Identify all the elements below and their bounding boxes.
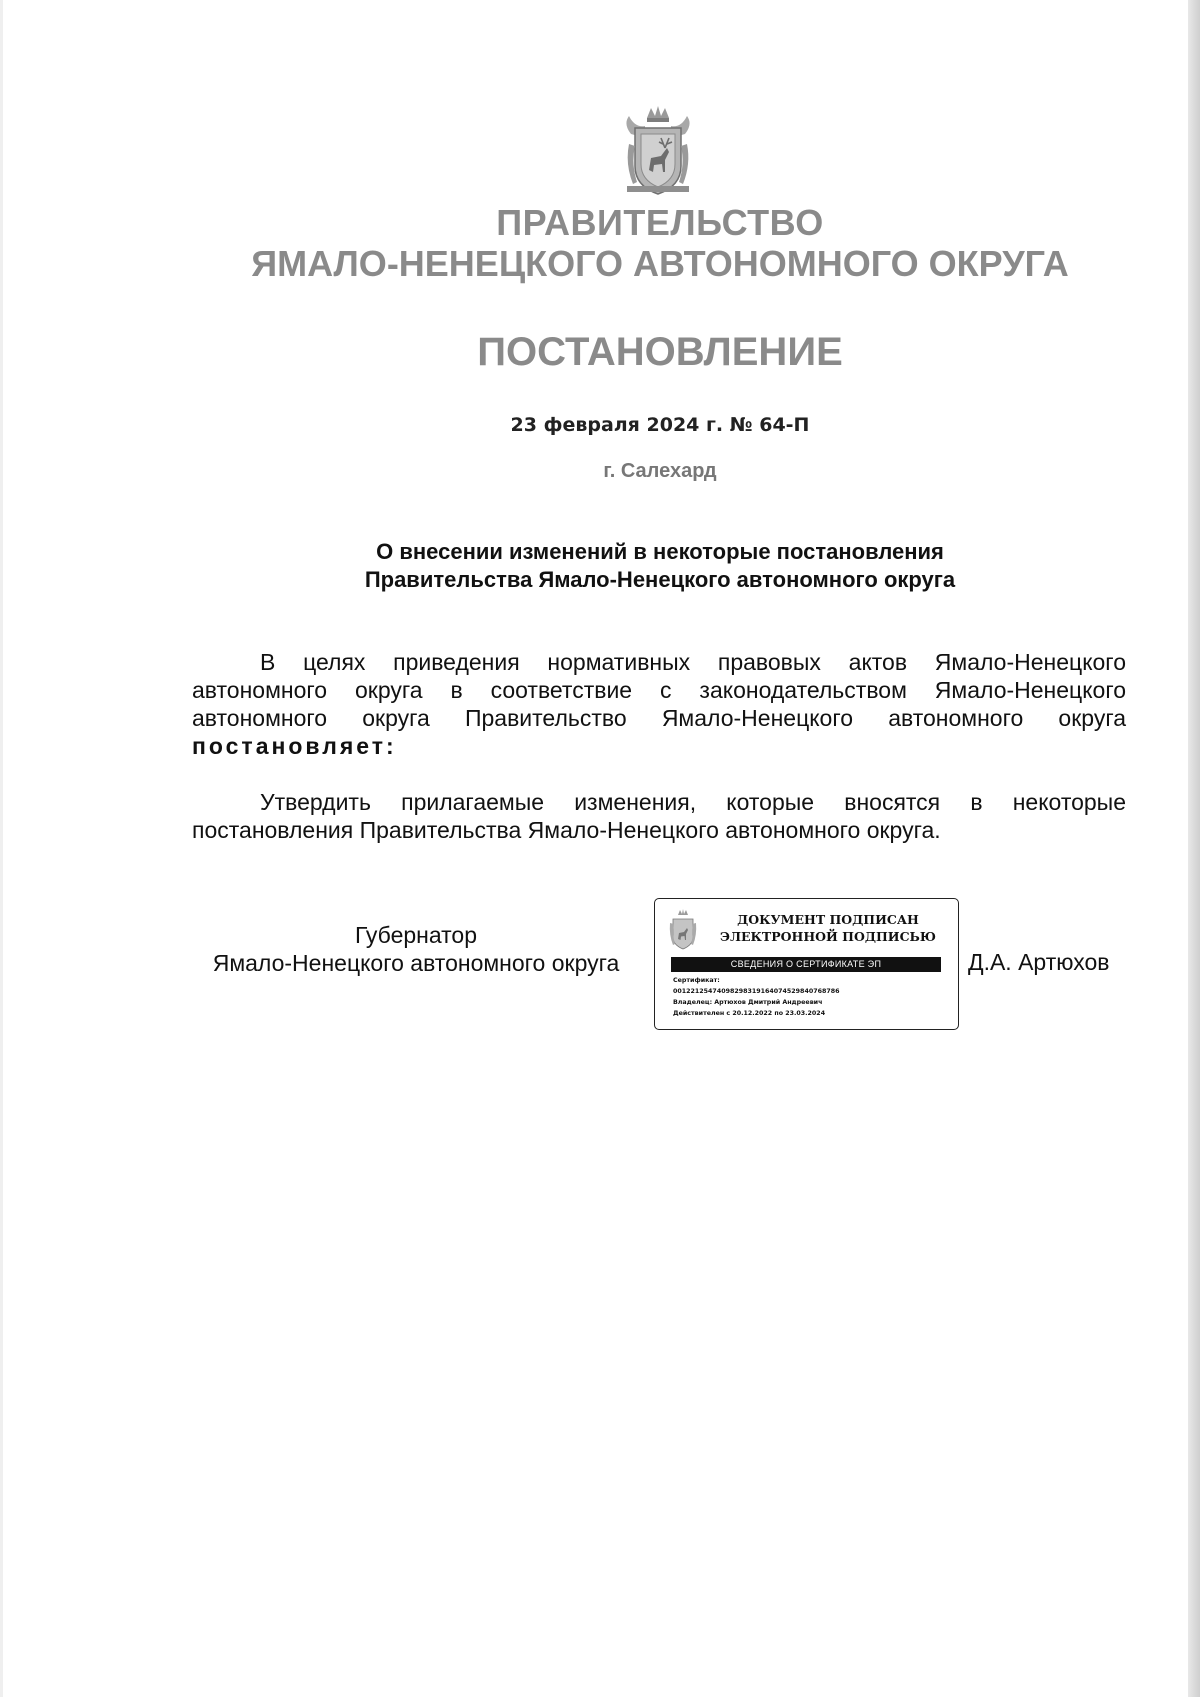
electronic-signature-stamp [654,898,959,1030]
certificate-validity: Действителен с 20.12.2022 по 23.03.2024 [673,1010,826,1017]
signatory-position [192,921,640,977]
subject-line2: Правительства Ямало-Ненецкого автономного округа [364,567,956,592]
coat-of-arms-icon [621,104,695,196]
paragraph1-emphasis: постановляет: [192,733,397,759]
body-paragraph-1 [192,648,1126,760]
position-line2: Ямало-Ненецкого автономного округа [212,950,620,976]
body-paragraph-2 [192,788,1126,844]
stamp-certificate-bar: СВЕДЕНИЯ О СЕРТИФИКАТЕ ЭП [671,957,941,972]
certificate-owner: Владелец: Артюхов Дмитрий Андреевич [673,999,823,1006]
document-date-number: 23 февраля 2024 г. № 64-П [510,414,810,436]
paragraph2-text: Утвердить прилагаемые изменения, которые вносятся в некоторые постановления Правительства Ямало-Ненецкого автономного округа. [192,789,1126,843]
certificate-label: Сертификат: [673,977,720,984]
stamp-coat-of-arms-icon [669,909,697,951]
organization-name-line1: ПРАВИТЕЛЬСТВО [496,202,824,243]
signer-name: Д.А. Артюхов [968,949,1110,975]
document-type-title: ПОСТАНОВЛЕНИЕ [477,330,843,374]
document-city: г. Салехард [603,460,717,482]
certificate-number: 00122125474098298319164074529840768786 [673,988,840,995]
position-line1: Губернатор [354,922,478,948]
organization-name-line2: ЯМАЛО-НЕНЕЦКОГО АВТОНОМНОГО ОКРУГА [251,243,1069,284]
stamp-title-line2: ЭЛЕКТРОННОЙ ПОДПИСЬЮ [720,929,936,944]
stamp-title [703,911,953,945]
subject-line1: О внесении изменений в некоторые постановления [376,539,944,564]
paragraph1-text: В целях приведения нормативных правовых актов Ямало-Ненецкого автономного округа в соответствие с законодательством Ямало-Ненецкого автономного округа Правительство Ямало-Ненецкого автономного округа [192,649,1126,731]
document-subject [250,538,1070,594]
stamp-title-line1: ДОКУМЕНТ ПОДПИСАН [737,912,919,927]
stamp-certificate-details [673,975,953,1019]
